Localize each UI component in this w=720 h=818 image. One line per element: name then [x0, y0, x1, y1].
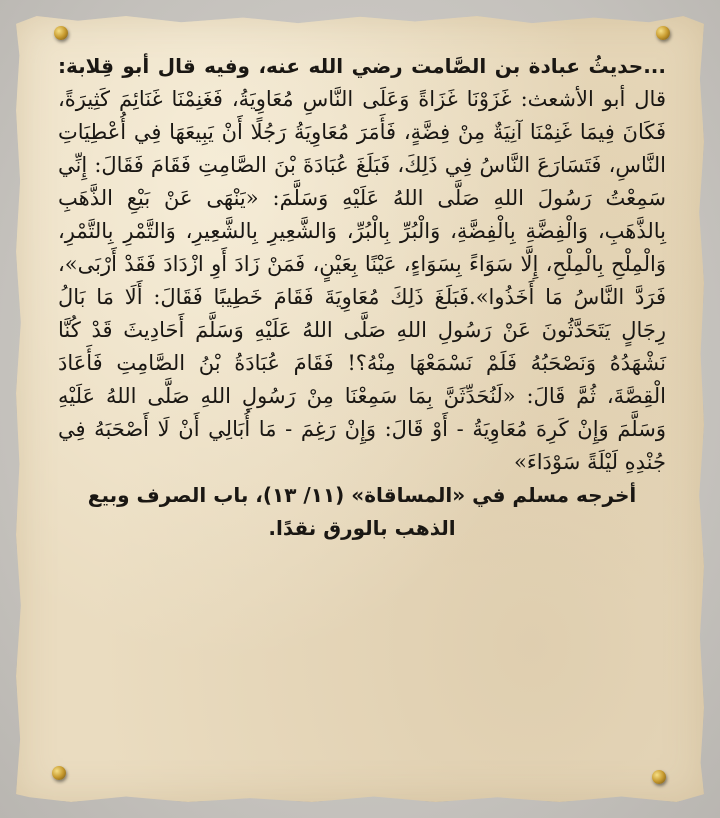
hadith-source-citation: أخرجه مسلم في «المساقاة» (١١/ ١٣)، باب الصرف وبيع الذهب بالورق نقدًا. [87, 483, 637, 540]
pushpin-icon [52, 766, 66, 780]
hadith-text-block [58, 50, 666, 545]
hadith-body [58, 50, 666, 479]
pushpin-icon [656, 26, 670, 40]
hadith-intro: ...حديثُ عبادة بن الصَّامت رضي الله عنه، وفيه قال أبو قِلابة: [58, 54, 666, 78]
pushpin-icon [54, 26, 68, 40]
hadith-narration: قال أبو الأشعث: غَزَوْنَا غَزَاةً وَعَلَى النَّاسِ مُعَاوِيَةُ، فَغَنِمْنَا غَنَائِمَ كَثِيرَةً، فَكَانَ فِيمَا غَنِمْنَا آنِيَةٌ مِنْ فِضَّةٍ، فَأَمَرَ مُعَاوِيَةُ رَجُلًا أَنْ يَبِيعَهَا فِي أُعْطِيَاتِ النَّاسِ، فَتَسَارَعَ النَّاسُ فِي ذَلِكَ، فَبَلَغَ عُبَادَةَ بْنَ الصَّامِتِ فَقَامَ فَقَالَ: إِنِّي سَمِعْتُ رَسُولَ اللهِ صَلَّى اللهُ عَلَيْهِ وَسَلَّمَ: «يَنْهَى عَنْ بَيْعِ الذَّهَبِ بِالذَّهَبِ، وَالْفِضَّةِ بِالْفِضَّةِ، وَالْبُرِّ بِالْبُرِّ، وَالشَّعِيرِ بِالشَّعِيرِ، وَالتَّمْرِ بِالتَّمْرِ، وَالْمِلْحِ بِالْمِلْحِ، إِلَّا سَوَاءً بِسَوَاءٍ، عَيْنًا بِعَيْنٍ، فَمَنْ زَادَ أَوِ ازْدَادَ فَقَدْ أَرْبَى»، فَرَدَّ النَّاسُ مَا أَخَذُوا».فَبَلَغَ ذَلِكَ مُعَاوِيَةَ فَقَامَ خَطِيبًا فَقَالَ: أَلَا مَا بَالُ رِجَالٍ يَتَحَدَّثُونَ عَنْ رَسُولِ اللهِ صَلَّى اللهُ عَلَيْهِ وَسَلَّمَ أَحَادِيثَ قَدْ كُنَّا نَشْهَدُهُ وَنَصْحَبُهُ فَلَمْ نَسْمَعْهَا مِنْهُ؟! فَقَامَ عُبَادَةُ بْنُ الصَّامِتِ فَأَعَادَ الْقِصَّةَ، ثُمَّ قَالَ: «لَنُحَدِّثَنَّ بِمَا سَمِعْنَا مِنْ رَسُولِ اللهِ صَلَّى اللهُ عَلَيْهِ وَسَلَّمَ وَإِنْ كَرِهَ مُعَاوِيَةُ - أَوْ قَالَ: وَإِنْ رَغِمَ - مَا أُبَالِي أَنْ لَا أَصْحَبَهُ فِي جُنْدِهِ لَيْلَةً سَوْدَاءَ» [58, 87, 666, 474]
pushpin-icon [652, 770, 666, 784]
